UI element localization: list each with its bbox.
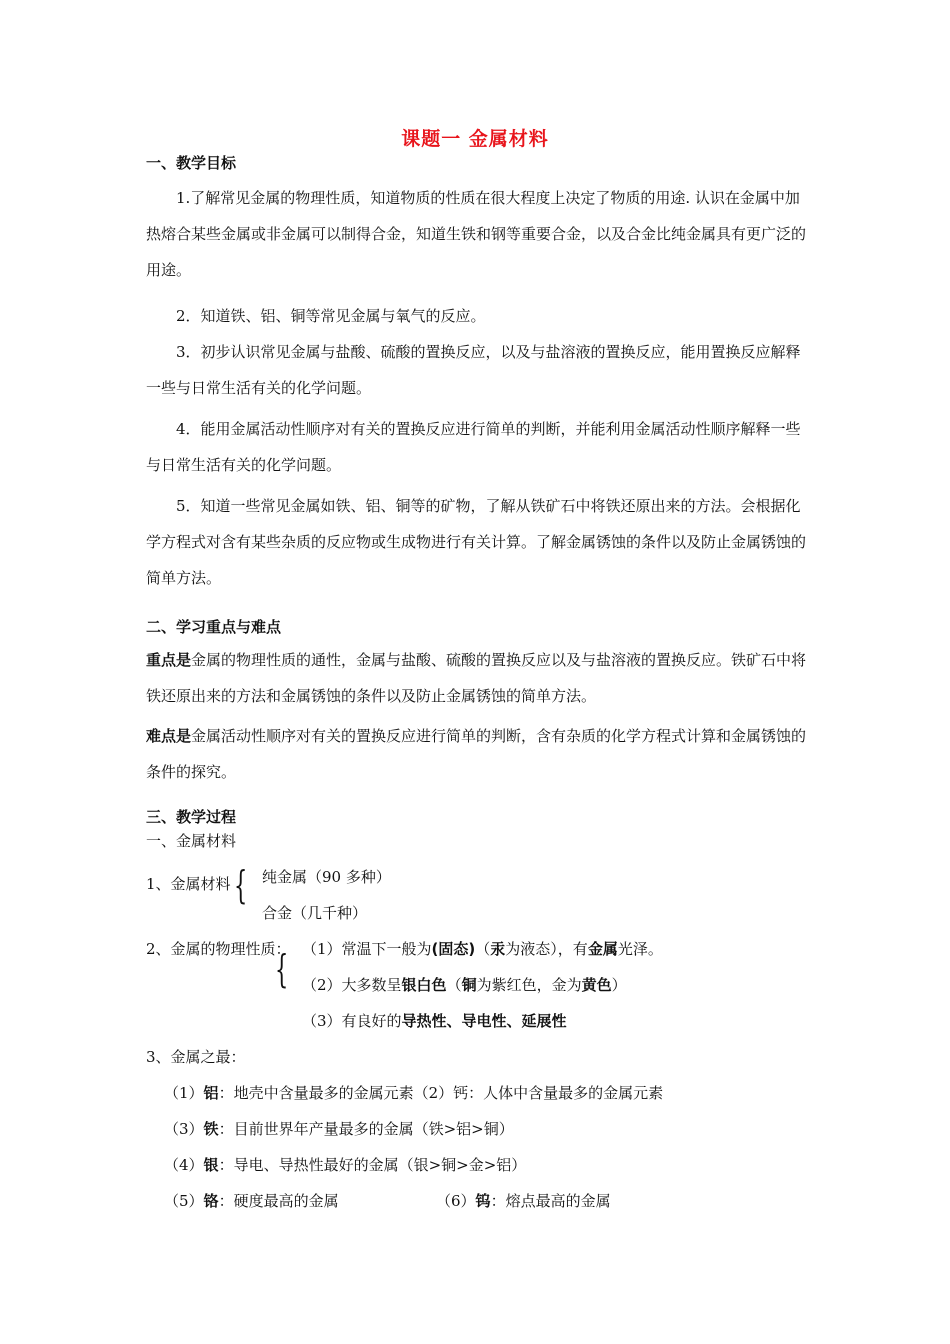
goal-2: 2．知道铁、铝、铜等常见金属与氧气的反应。 (176, 307, 486, 325)
metal-superlatives-label: 3、金属之最： (146, 1048, 246, 1066)
section-heading-keypoints: 二、学习重点与难点 (146, 618, 282, 636)
difficult-point-label: 难点是 (146, 727, 192, 745)
key-point-text: 金属的物理性质的通性，金属与盐酸、硫酸的置换反应以及与盐溶液的置换反应。铁矿石中将铁还原出来的方法和金属锈蚀的条件以及防止金属锈蚀的简单方法。 (146, 651, 807, 705)
pure-metal-text: 纯金属（90 多种） (262, 868, 391, 886)
document-title: 课题一 金属材料 (401, 128, 549, 150)
key-point-label: 重点是 (146, 651, 192, 669)
goal-5: 5．知道一些常见金属如铁、铝、铜等的矿物，了解从铁矿石中将铁还原出来的方法。会根据化学方程式对含有某些杂质的反应物或生成物进行有关计算。了解金属锈蚀的条件以及防止金属锈蚀的简单方法。 (146, 497, 807, 587)
brace-icon: { (234, 863, 248, 907)
superlative-row-1: （1）铝：地壳中含量最多的金属元素（2）钙：人体中含量最多的金属元素 (164, 1084, 664, 1102)
property-3: （3）有良好的导热性、导电性、延展性 (302, 1012, 567, 1030)
metal-materials-label: 1、金属材料 (146, 875, 231, 893)
brace-icon: { (275, 947, 289, 991)
alloy-text: 合金（几千种） (262, 904, 368, 922)
key-point-paragraph (146, 642, 814, 714)
property-1: （1）常温下一般为(固态)（汞为液态），有金属光泽。 (302, 940, 663, 958)
difficult-point-paragraph (146, 718, 814, 790)
property-2: （2）大多数呈银白色（铜为紫红色，金为黄色） (302, 976, 627, 994)
superlative-row-4a: （5）铬：硬度最高的金属 (164, 1192, 339, 1210)
superlative-row-3: （4）银：导电、导热性最好的金属（银>铜>金>铝） (164, 1156, 527, 1174)
section-heading-process: 三、教学过程 (146, 808, 237, 826)
physical-properties-label: 2、金属的物理性质： (146, 940, 291, 958)
subsection-metal-materials: 一、金属材料 (146, 832, 237, 850)
goal-3: 3．初步认识常见金属与盐酸、硫酸的置换反应，以及与盐溶液的置换反应，能用置换反应解释一些与日常生活有关的化学问题。 (146, 343, 801, 397)
superlative-row-4b: （6）钨：熔点最高的金属 (436, 1192, 611, 1210)
goal-1: 1.了解常见金属的物理性质，知道物质的性质在很大程度上决定了物质的用途. 认识在金属中加热熔合某些金属或非金属可以制得合金，知道生铁和钢等重要合金，以及合金比纯金属具有更广泛的用途。 (146, 189, 807, 279)
superlative-row-2: （3）铁：目前世界年产量最多的金属（铁>铝>铜） (164, 1120, 514, 1138)
goal-4: 4．能用金属活动性顺序对有关的置换反应进行简单的判断，并能利用金属活动性顺序解释一些与日常生活有关的化学问题。 (146, 420, 801, 474)
difficult-point-text: 金属活动性顺序对有关的置换反应进行简单的判断，含有杂质的化学方程式计算和金属锈蚀的条件的探究。 (146, 727, 807, 781)
section-heading-goals: 一、教学目标 (146, 154, 237, 172)
